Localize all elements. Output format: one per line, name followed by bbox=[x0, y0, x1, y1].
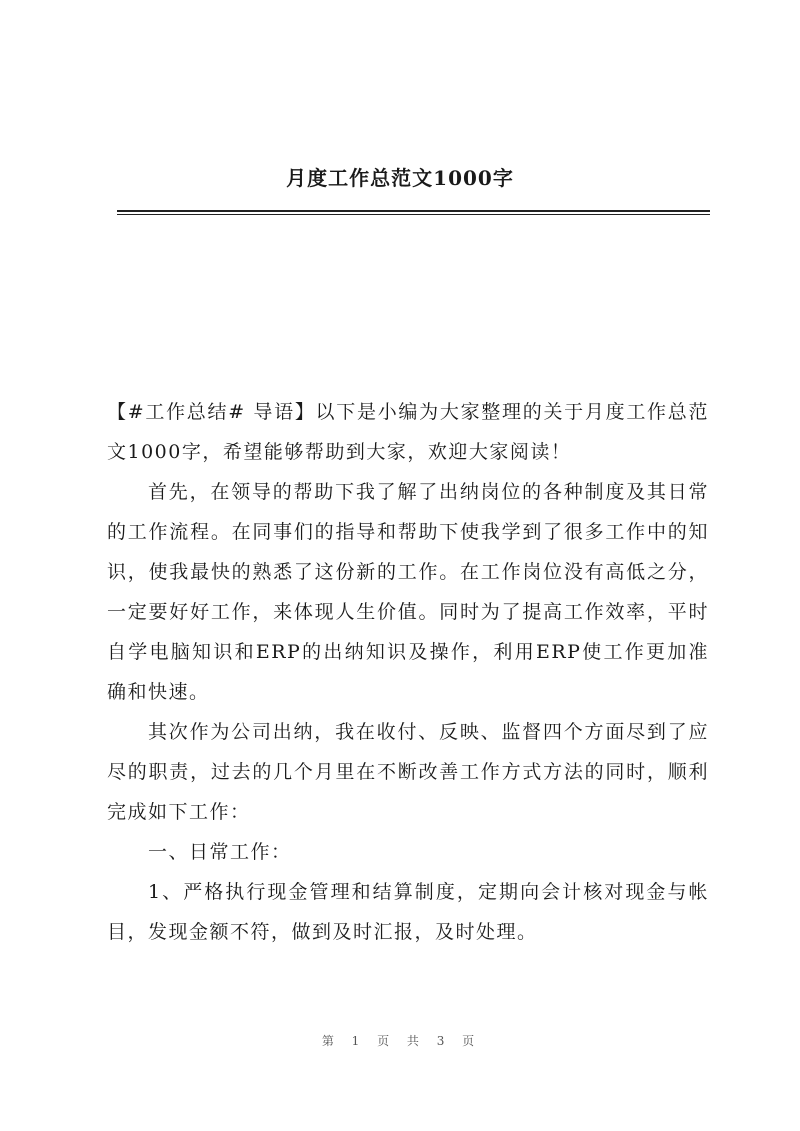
title-divider-thin bbox=[117, 214, 710, 215]
list-item: 1、严格执行现金管理和结算制度，定期向会计核对现金与帐目，发现金额不符，做到及时汇报，及时处理。 bbox=[107, 881, 709, 943]
section-heading: 一、日常工作： bbox=[148, 841, 292, 863]
page-number-footer: 第 1 页 共 3 页 bbox=[321, 1034, 479, 1048]
intro-paragraph: 【#工作总结# 导语】以下是小编为大家整理的关于月度工作总范文1000字，希望能够帮助到大家，欢迎大家阅读！ bbox=[107, 401, 709, 463]
title-divider bbox=[117, 210, 710, 212]
body-paragraph: 首先，在领导的帮助下我了解了出纳岗位的各种制度及其日常的工作流程。在同事们的指导和帮助下使我学到了很多工作中的知识，使我最快的熟悉了这份新的工作。在工作岗位没有高低之分，一定要好好工作，来体现人生价值。同时为了提高工作效率，平时自学电脑知识和ERP的出纳知识及操作，利用ERP使工作更加准确和快速。 bbox=[107, 481, 709, 703]
body-paragraph: 其次作为公司出纳，我在收付、反映、监督四个方面尽到了应尽的职责，过去的几个月里在不断改善工作方式方法的同时，顺利完成如下工作： bbox=[107, 721, 709, 823]
page-title: 月度工作总范文1000字 bbox=[286, 166, 514, 190]
document-body bbox=[107, 392, 709, 952]
